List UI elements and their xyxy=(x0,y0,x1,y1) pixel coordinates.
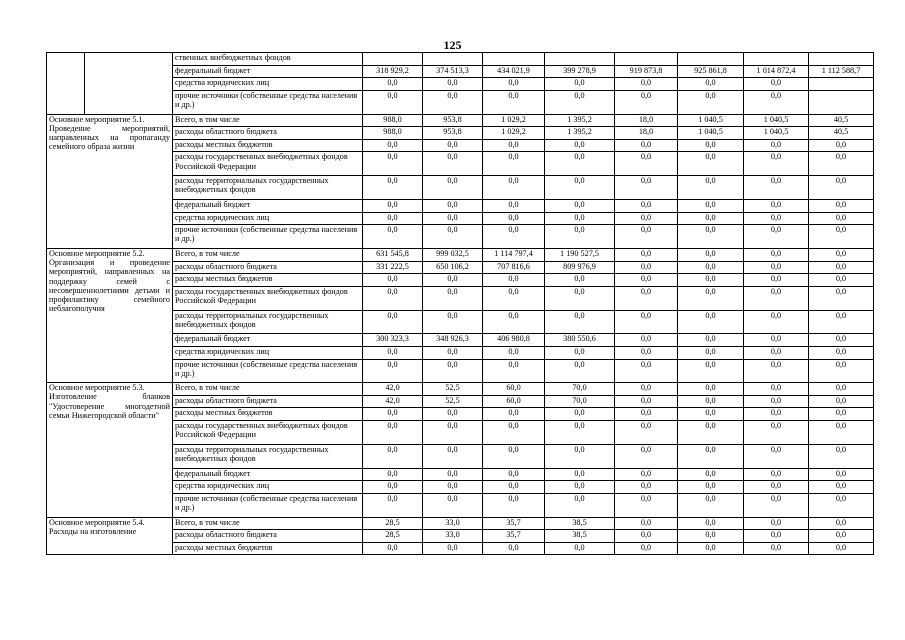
amount-cell: 348 926,3 xyxy=(423,334,483,347)
activity-title-cell: Основное мероприятие 5.2. Организация и проведение мероприятий, направленных на поддержку семей с несовершеннолетними детьми и профилактику семейного неблагополучия xyxy=(47,248,173,382)
amount-cell: 0,0 xyxy=(545,481,615,494)
amount-cell: 0,0 xyxy=(363,310,423,334)
table-row xyxy=(47,517,874,530)
amount-cell: 1 040,5 xyxy=(744,114,809,127)
amount-cell: 406 980,8 xyxy=(483,334,545,347)
funding-source-cell: ственных внебюджетных фондов xyxy=(173,53,363,66)
amount-cell: 1 190 527,5 xyxy=(545,248,615,261)
amount-cell: 0,0 xyxy=(423,152,483,176)
amount-cell: 0,0 xyxy=(744,530,809,543)
budget-table xyxy=(46,52,874,555)
amount-cell: 0,0 xyxy=(615,334,678,347)
amount-cell: 0,0 xyxy=(678,152,744,176)
continuation-number-cell xyxy=(47,53,85,115)
amount-cell: 0,0 xyxy=(678,468,744,481)
funding-source-cell: прочие источники (собственные средства населения и др.) xyxy=(173,90,363,114)
amount-cell: 0,0 xyxy=(744,212,809,225)
amount-cell: 988,0 xyxy=(363,114,423,127)
amount-cell: 0,0 xyxy=(615,90,678,114)
amount-cell xyxy=(809,53,874,66)
amount-cell: 0,0 xyxy=(483,286,545,310)
amount-cell: 33,0 xyxy=(423,517,483,530)
amount-cell xyxy=(423,53,483,66)
amount-cell: 70,0 xyxy=(545,383,615,396)
amount-cell xyxy=(809,78,874,91)
amount-cell: 925 861,8 xyxy=(678,65,744,78)
amount-cell: 0,0 xyxy=(615,530,678,543)
amount-cell: 0,0 xyxy=(483,139,545,152)
amount-cell: 0,0 xyxy=(809,274,874,287)
amount-cell: 0,0 xyxy=(483,176,545,200)
amount-cell: 0,0 xyxy=(678,334,744,347)
amount-cell: 0,0 xyxy=(615,212,678,225)
amount-cell: 919 873,8 xyxy=(615,65,678,78)
amount-cell xyxy=(483,53,545,66)
amount-cell: 0,0 xyxy=(744,274,809,287)
amount-cell xyxy=(809,90,874,114)
amount-cell: 0,0 xyxy=(423,286,483,310)
amount-cell: 0,0 xyxy=(363,139,423,152)
amount-cell: 0,0 xyxy=(363,176,423,200)
amount-cell: 0,0 xyxy=(809,421,874,445)
amount-cell: 0,0 xyxy=(678,225,744,249)
amount-cell: 707 816,6 xyxy=(483,261,545,274)
amount-cell: 0,0 xyxy=(678,395,744,408)
amount-cell: 0,0 xyxy=(809,468,874,481)
amount-cell: 0,0 xyxy=(363,346,423,359)
funding-source-cell: расходы местных бюджетов xyxy=(173,408,363,421)
amount-cell: 0,0 xyxy=(678,542,744,555)
amount-cell: 0,0 xyxy=(483,359,545,383)
amount-cell: 1 395,2 xyxy=(545,127,615,140)
amount-cell: 0,0 xyxy=(615,468,678,481)
funding-source-cell: расходы территориальных государственных внебюджетных фондов xyxy=(173,310,363,334)
amount-cell: 0,0 xyxy=(744,261,809,274)
funding-source-cell: расходы государственных внебюджетных фондов Российской Федерации xyxy=(173,421,363,445)
amount-cell: 0,0 xyxy=(678,530,744,543)
amount-cell: 0,0 xyxy=(483,212,545,225)
amount-cell: 0,0 xyxy=(809,152,874,176)
amount-cell: 42,0 xyxy=(363,395,423,408)
amount-cell: 434 021,9 xyxy=(483,65,545,78)
amount-cell: 0,0 xyxy=(615,261,678,274)
amount-cell: 0,0 xyxy=(363,493,423,517)
funding-source-cell: средства юридических лиц xyxy=(173,346,363,359)
amount-cell: 0,0 xyxy=(483,542,545,555)
amount-cell: 0,0 xyxy=(615,152,678,176)
funding-source-cell: расходы территориальных государственных внебюджетных фондов xyxy=(173,444,363,468)
amount-cell: 318 929,2 xyxy=(363,65,423,78)
amount-cell: 0,0 xyxy=(615,395,678,408)
amount-cell: 0,0 xyxy=(615,274,678,287)
funding-source-cell: расходы областного бюджета xyxy=(173,127,363,140)
amount-cell: 0,0 xyxy=(678,346,744,359)
amount-cell: 40,5 xyxy=(809,127,874,140)
amount-cell: 0,0 xyxy=(678,517,744,530)
continuation-activity-cell xyxy=(85,53,173,115)
amount-cell: 0,0 xyxy=(423,493,483,517)
amount-cell: 0,0 xyxy=(363,225,423,249)
amount-cell: 0,0 xyxy=(363,286,423,310)
amount-cell: 0,0 xyxy=(423,408,483,421)
amount-cell: 0,0 xyxy=(809,530,874,543)
amount-cell: 0,0 xyxy=(363,212,423,225)
amount-cell: 809 976,9 xyxy=(545,261,615,274)
amount-cell: 0,0 xyxy=(423,468,483,481)
amount-cell: 0,0 xyxy=(678,310,744,334)
amount-cell: 0,0 xyxy=(615,225,678,249)
table-row xyxy=(47,383,874,396)
amount-cell: 0,0 xyxy=(545,152,615,176)
table-row xyxy=(47,53,874,66)
amount-cell xyxy=(363,53,423,66)
amount-cell: 0,0 xyxy=(483,152,545,176)
amount-cell: 1 114 797,4 xyxy=(483,248,545,261)
amount-cell: 0,0 xyxy=(423,212,483,225)
amount-cell: 1 029,2 xyxy=(483,127,545,140)
amount-cell: 0,0 xyxy=(678,90,744,114)
amount-cell: 0,0 xyxy=(678,493,744,517)
funding-source-cell: федеральный бюджет xyxy=(173,65,363,78)
amount-cell: 0,0 xyxy=(615,493,678,517)
amount-cell: 0,0 xyxy=(678,261,744,274)
amount-cell: 0,0 xyxy=(423,359,483,383)
amount-cell: 0,0 xyxy=(545,225,615,249)
amount-cell: 1 112 588,7 xyxy=(809,65,874,78)
amount-cell: 0,0 xyxy=(545,286,615,310)
amount-cell: 0,0 xyxy=(809,383,874,396)
funding-source-cell: Всего, в том числе xyxy=(173,114,363,127)
amount-cell: 0,0 xyxy=(483,481,545,494)
amount-cell: 0,0 xyxy=(678,408,744,421)
amount-cell: 631 545,8 xyxy=(363,248,423,261)
amount-cell: 0,0 xyxy=(744,481,809,494)
funding-source-cell: расходы областного бюджета xyxy=(173,530,363,543)
amount-cell: 0,0 xyxy=(615,310,678,334)
amount-cell xyxy=(545,53,615,66)
amount-cell: 0,0 xyxy=(423,199,483,212)
amount-cell: 0,0 xyxy=(678,383,744,396)
amount-cell: 0,0 xyxy=(423,225,483,249)
amount-cell: 0,0 xyxy=(809,212,874,225)
amount-cell: 42,0 xyxy=(363,383,423,396)
amount-cell: 33,0 xyxy=(423,530,483,543)
amount-cell: 0,0 xyxy=(545,444,615,468)
amount-cell: 0,0 xyxy=(744,359,809,383)
amount-cell: 0,0 xyxy=(809,199,874,212)
amount-cell: 0,0 xyxy=(423,78,483,91)
amount-cell: 0,0 xyxy=(744,90,809,114)
amount-cell: 0,0 xyxy=(363,542,423,555)
amount-cell: 0,0 xyxy=(483,408,545,421)
amount-cell: 0,0 xyxy=(744,468,809,481)
amount-cell: 0,0 xyxy=(744,248,809,261)
amount-cell: 0,0 xyxy=(423,90,483,114)
amount-cell: 0,0 xyxy=(809,310,874,334)
funding-source-cell: расходы местных бюджетов xyxy=(173,139,363,152)
amount-cell: 0,0 xyxy=(744,444,809,468)
table-row xyxy=(47,114,874,127)
amount-cell xyxy=(744,53,809,66)
amount-cell: 0,0 xyxy=(744,176,809,200)
funding-source-cell: средства юридических лиц xyxy=(173,212,363,225)
amount-cell: 0,0 xyxy=(744,517,809,530)
amount-cell: 1 395,2 xyxy=(545,114,615,127)
amount-cell: 650 106,2 xyxy=(423,261,483,274)
amount-cell: 0,0 xyxy=(615,421,678,445)
amount-cell: 35,7 xyxy=(483,517,545,530)
amount-cell: 0,0 xyxy=(809,225,874,249)
amount-cell: 52,5 xyxy=(423,395,483,408)
amount-cell: 0,0 xyxy=(545,78,615,91)
amount-cell: 0,0 xyxy=(423,444,483,468)
amount-cell: 1 029,2 xyxy=(483,114,545,127)
activity-title-cell: Основное мероприятие 5.1. Проведение мероприятий, направленных на пропаганду семейного образа жизни xyxy=(47,114,173,248)
amount-cell: 999 032,5 xyxy=(423,248,483,261)
amount-cell: 374 513,3 xyxy=(423,65,483,78)
amount-cell: 0,0 xyxy=(363,78,423,91)
activity-title-cell: Основное мероприятие 5.3. Изготовление бланков "Удостоверение многодетной семьи Нижегородской области" xyxy=(47,383,173,517)
funding-source-cell: Всего, в том числе xyxy=(173,383,363,396)
funding-source-cell: расходы областного бюджета xyxy=(173,261,363,274)
amount-cell: 52,5 xyxy=(423,383,483,396)
amount-cell: 0,0 xyxy=(809,286,874,310)
amount-cell: 300 323,3 xyxy=(363,334,423,347)
amount-cell: 0,0 xyxy=(423,274,483,287)
amount-cell: 0,0 xyxy=(744,310,809,334)
amount-cell: 0,0 xyxy=(809,359,874,383)
amount-cell: 0,0 xyxy=(423,481,483,494)
amount-cell: 0,0 xyxy=(744,542,809,555)
amount-cell: 0,0 xyxy=(615,346,678,359)
amount-cell: 0,0 xyxy=(678,199,744,212)
amount-cell: 28,5 xyxy=(363,530,423,543)
amount-cell: 0,0 xyxy=(545,408,615,421)
amount-cell: 988,0 xyxy=(363,127,423,140)
funding-source-cell: расходы государственных внебюджетных фондов Российской Федерации xyxy=(173,286,363,310)
amount-cell: 953,8 xyxy=(423,127,483,140)
amount-cell: 0,0 xyxy=(423,542,483,555)
funding-source-cell: прочие источники (собственные средства населения и др.) xyxy=(173,225,363,249)
amount-cell: 0,0 xyxy=(615,444,678,468)
amount-cell: 60,0 xyxy=(483,383,545,396)
amount-cell: 0,0 xyxy=(678,286,744,310)
amount-cell: 0,0 xyxy=(744,383,809,396)
amount-cell: 0,0 xyxy=(363,90,423,114)
amount-cell: 0,0 xyxy=(545,346,615,359)
amount-cell: 0,0 xyxy=(615,383,678,396)
amount-cell: 0,0 xyxy=(615,248,678,261)
amount-cell: 0,0 xyxy=(809,334,874,347)
amount-cell: 0,0 xyxy=(483,90,545,114)
amount-cell: 0,0 xyxy=(483,274,545,287)
amount-cell: 0,0 xyxy=(545,359,615,383)
amount-cell: 0,0 xyxy=(423,139,483,152)
amount-cell: 0,0 xyxy=(744,199,809,212)
amount-cell: 0,0 xyxy=(744,408,809,421)
amount-cell: 1 040,5 xyxy=(744,127,809,140)
amount-cell: 953,8 xyxy=(423,114,483,127)
budget-table-body xyxy=(47,53,874,555)
amount-cell: 0,0 xyxy=(809,517,874,530)
amount-cell: 0,0 xyxy=(363,421,423,445)
amount-cell: 399 278,9 xyxy=(545,65,615,78)
amount-cell: 0,0 xyxy=(483,421,545,445)
amount-cell: 0,0 xyxy=(545,542,615,555)
amount-cell: 0,0 xyxy=(744,152,809,176)
amount-cell: 0,0 xyxy=(545,139,615,152)
amount-cell: 0,0 xyxy=(363,408,423,421)
amount-cell: 0,0 xyxy=(678,444,744,468)
amount-cell: 0,0 xyxy=(545,310,615,334)
amount-cell: 0,0 xyxy=(744,78,809,91)
funding-source-cell: федеральный бюджет xyxy=(173,199,363,212)
amount-cell: 0,0 xyxy=(615,286,678,310)
amount-cell: 0,0 xyxy=(363,468,423,481)
amount-cell: 0,0 xyxy=(615,359,678,383)
amount-cell xyxy=(678,53,744,66)
amount-cell: 0,0 xyxy=(678,78,744,91)
funding-source-cell: средства юридических лиц xyxy=(173,481,363,494)
amount-cell: 0,0 xyxy=(678,481,744,494)
amount-cell: 0,0 xyxy=(744,346,809,359)
amount-cell: 0,0 xyxy=(809,444,874,468)
amount-cell: 0,0 xyxy=(423,346,483,359)
amount-cell: 0,0 xyxy=(545,468,615,481)
amount-cell: 0,0 xyxy=(423,421,483,445)
amount-cell: 0,0 xyxy=(483,78,545,91)
funding-source-cell: расходы областного бюджета xyxy=(173,395,363,408)
amount-cell: 0,0 xyxy=(483,468,545,481)
amount-cell: 1 040,5 xyxy=(678,127,744,140)
amount-cell: 0,0 xyxy=(363,274,423,287)
activity-title-cell: Основное мероприятие 5.4. Расходы на изготовление xyxy=(47,517,173,555)
amount-cell: 0,0 xyxy=(744,334,809,347)
amount-cell: 0,0 xyxy=(615,481,678,494)
amount-cell: 0,0 xyxy=(809,261,874,274)
amount-cell: 0,0 xyxy=(545,274,615,287)
amount-cell: 0,0 xyxy=(744,139,809,152)
amount-cell: 0,0 xyxy=(678,274,744,287)
amount-cell: 0,0 xyxy=(423,176,483,200)
amount-cell: 331 222,5 xyxy=(363,261,423,274)
amount-cell: 0,0 xyxy=(678,139,744,152)
amount-cell: 0,0 xyxy=(423,310,483,334)
page-number: 125 xyxy=(443,38,462,52)
amount-cell: 0,0 xyxy=(809,248,874,261)
amount-cell: 0,0 xyxy=(545,176,615,200)
amount-cell: 60,0 xyxy=(483,395,545,408)
amount-cell: 0,0 xyxy=(483,225,545,249)
amount-cell: 0,0 xyxy=(545,421,615,445)
amount-cell: 0,0 xyxy=(615,542,678,555)
funding-source-cell: Всего, в том числе xyxy=(173,248,363,261)
table-row xyxy=(47,248,874,261)
amount-cell: 0,0 xyxy=(483,444,545,468)
amount-cell: 0,0 xyxy=(483,199,545,212)
amount-cell: 0,0 xyxy=(809,408,874,421)
amount-cell: 0,0 xyxy=(545,212,615,225)
amount-cell: 0,0 xyxy=(678,359,744,383)
funding-source-cell: расходы государственных внебюджетных фондов Российской Федерации xyxy=(173,152,363,176)
amount-cell: 0,0 xyxy=(363,359,423,383)
amount-cell: 38,5 xyxy=(545,517,615,530)
amount-cell: 0,0 xyxy=(809,395,874,408)
amount-cell: 0,0 xyxy=(615,78,678,91)
amount-cell: 0,0 xyxy=(678,248,744,261)
amount-cell: 0,0 xyxy=(363,481,423,494)
amount-cell: 0,0 xyxy=(615,139,678,152)
amount-cell: 0,0 xyxy=(483,493,545,517)
amount-cell: 28,5 xyxy=(363,517,423,530)
funding-source-cell: расходы местных бюджетов xyxy=(173,274,363,287)
amount-cell: 0,0 xyxy=(809,346,874,359)
amount-cell: 38,5 xyxy=(545,530,615,543)
amount-cell: 0,0 xyxy=(678,212,744,225)
funding-source-cell: Всего, в том числе xyxy=(173,517,363,530)
funding-source-cell: прочие источники (собственные средства населения и др.) xyxy=(173,359,363,383)
amount-cell: 0,0 xyxy=(545,199,615,212)
amount-cell: 0,0 xyxy=(744,225,809,249)
amount-cell: 70,0 xyxy=(545,395,615,408)
amount-cell: 18,0 xyxy=(615,114,678,127)
amount-cell: 40,5 xyxy=(809,114,874,127)
funding-source-cell: федеральный бюджет xyxy=(173,334,363,347)
amount-cell xyxy=(615,53,678,66)
amount-cell: 0,0 xyxy=(363,152,423,176)
amount-cell: 0,0 xyxy=(809,139,874,152)
amount-cell: 0,0 xyxy=(809,493,874,517)
amount-cell: 0,0 xyxy=(744,395,809,408)
amount-cell: 0,0 xyxy=(744,493,809,517)
funding-source-cell: прочие источники (собственные средства населения и др.) xyxy=(173,493,363,517)
amount-cell: 35,7 xyxy=(483,530,545,543)
amount-cell: 380 550,6 xyxy=(545,334,615,347)
amount-cell: 0,0 xyxy=(809,481,874,494)
amount-cell: 1 040,5 xyxy=(678,114,744,127)
amount-cell: 1 014 872,4 xyxy=(744,65,809,78)
amount-cell: 0,0 xyxy=(363,199,423,212)
amount-cell: 18,0 xyxy=(615,127,678,140)
amount-cell: 0,0 xyxy=(545,493,615,517)
funding-source-cell: средства юридических лиц xyxy=(173,78,363,91)
amount-cell: 0,0 xyxy=(678,176,744,200)
amount-cell: 0,0 xyxy=(615,199,678,212)
amount-cell: 0,0 xyxy=(483,310,545,334)
funding-source-cell: расходы территориальных государственных внебюджетных фондов xyxy=(173,176,363,200)
amount-cell: 0,0 xyxy=(615,408,678,421)
amount-cell: 0,0 xyxy=(678,421,744,445)
amount-cell: 0,0 xyxy=(744,286,809,310)
amount-cell: 0,0 xyxy=(363,444,423,468)
amount-cell: 0,0 xyxy=(483,346,545,359)
amount-cell: 0,0 xyxy=(615,176,678,200)
amount-cell: 0,0 xyxy=(809,176,874,200)
funding-source-cell: федеральный бюджет xyxy=(173,468,363,481)
amount-cell: 0,0 xyxy=(545,90,615,114)
amount-cell: 0,0 xyxy=(744,421,809,445)
amount-cell: 0,0 xyxy=(615,517,678,530)
amount-cell: 0,0 xyxy=(809,542,874,555)
funding-source-cell: расходы местных бюджетов xyxy=(173,542,363,555)
